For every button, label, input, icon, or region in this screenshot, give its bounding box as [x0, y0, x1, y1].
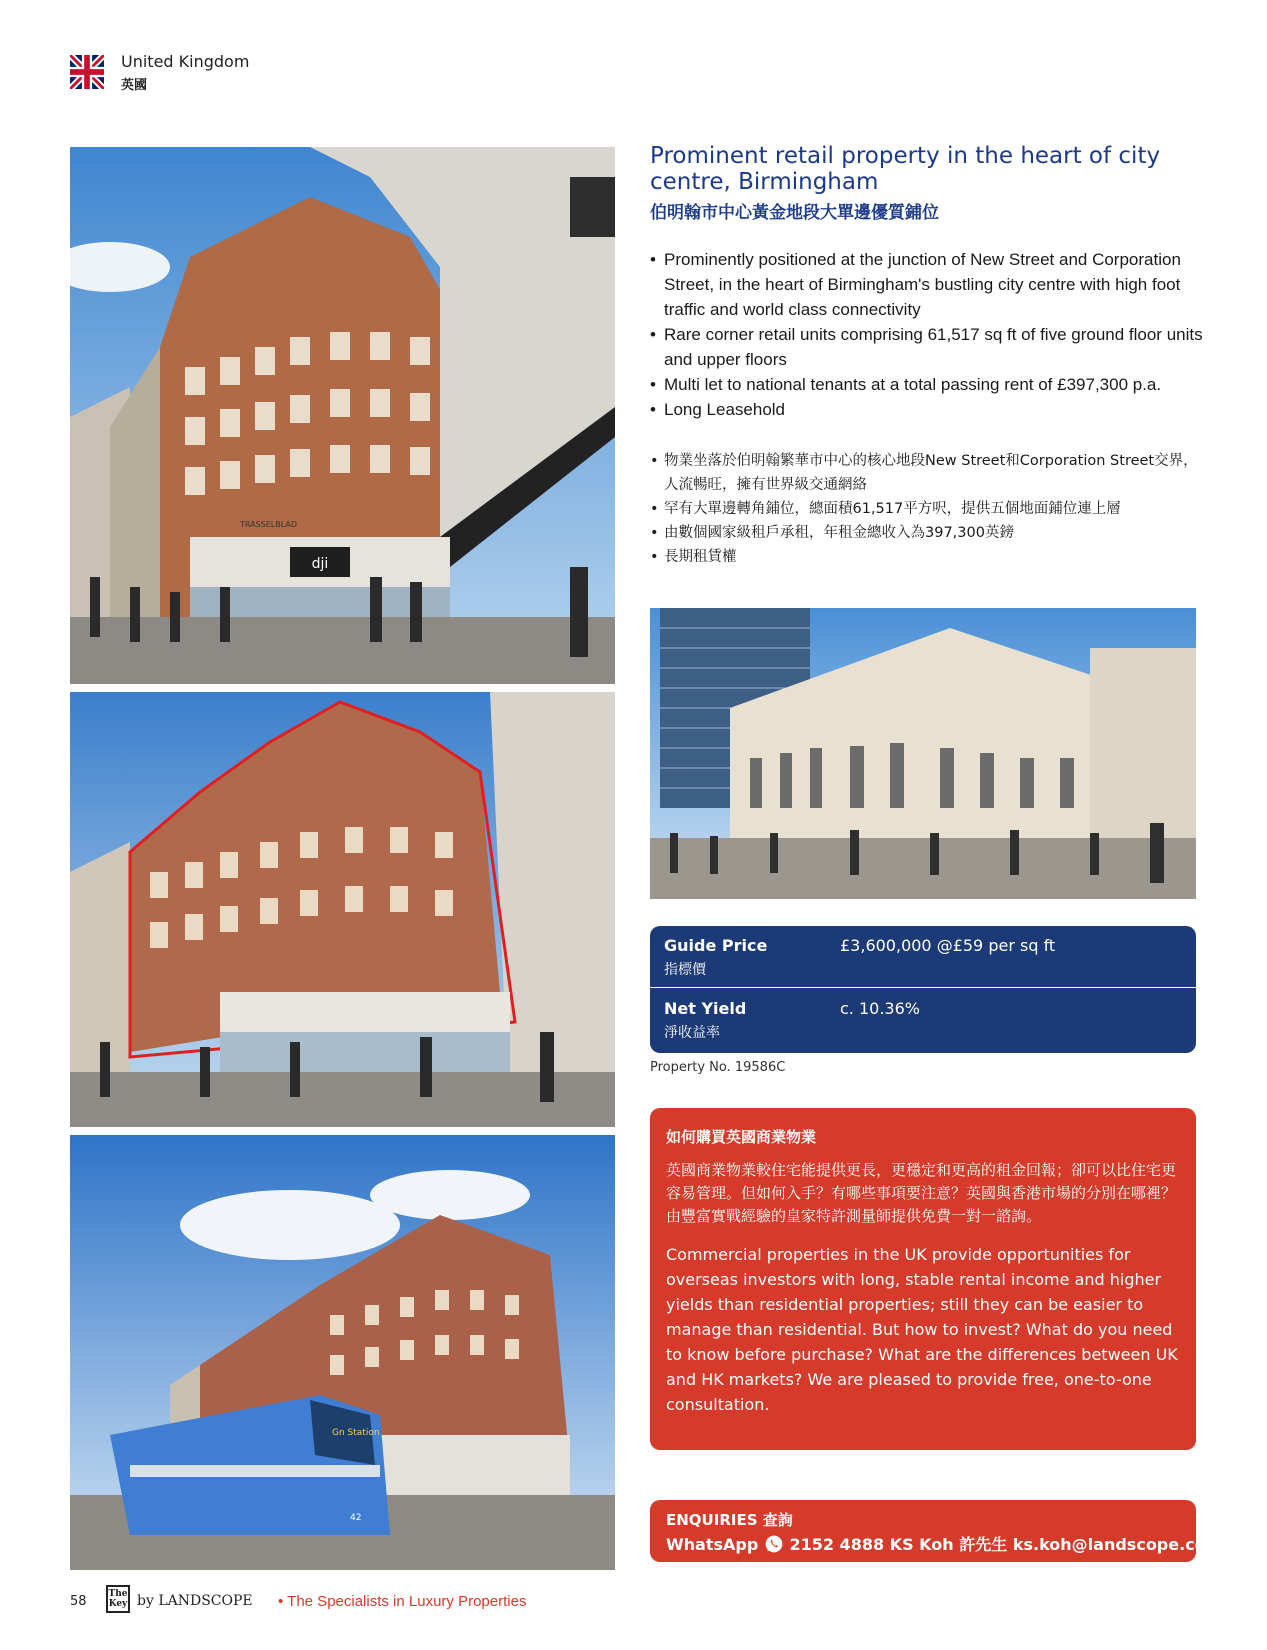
consultation-text-en: Commercial properties in the UK provide opportunities for overseas investors with long, stable rental income and higher yields than residential properties; still they can be easier to manage than residential. But how to invest? What do you need to know before purchase? What are the differences between UK and HK markets? We are pleased to provide free, one-to-one consultation.: [666, 1245, 1178, 1414]
tram-building-photo: [70, 1135, 615, 1570]
guide-price-row: [650, 926, 1196, 988]
enquiries-contact-en: KS Koh: [889, 1535, 954, 1554]
feature-item-zh: • 由數個國家級租戶承租，年租金總收入為397,300英鎊: [650, 521, 1210, 545]
whatsapp-label: WhatsApp: [666, 1535, 759, 1554]
the-key-logo-text: The Key: [108, 1589, 128, 1609]
guide-price-label-zh: 指標價: [664, 962, 706, 978]
consultation-box: [650, 1108, 1196, 1450]
the-key-logo: [106, 1585, 130, 1613]
guide-price-value: £3,600,000 @£59 per sq ft: [840, 936, 1056, 955]
listing-title-en: Prominent retail property in the heart of city centre, Birmingham: [650, 143, 1161, 195]
uk-flag-icon: [70, 55, 104, 89]
feature-list-en: [650, 247, 1210, 422]
consultation-heading: 如何購買英國商業物業: [666, 1128, 817, 1146]
photo-shop-sign-hasselblad: TRASSELBLAD: [240, 520, 298, 529]
feature-item: • Multi let to national tenants at a total passing rent of £397,300 p.a.: [650, 372, 1210, 397]
net-yield-value: c. 10.36%: [840, 999, 920, 1018]
price-box: [650, 926, 1196, 1053]
footer-tagline: [278, 1593, 526, 1610]
feature-item: • Long Leasehold: [650, 397, 1210, 422]
enquiries-contact-line: [666, 1532, 1223, 1555]
enquiries-box: [650, 1500, 1223, 1562]
feature-item-zh: • 罕有大單邊轉角鋪位，總面積61,517平方呎，提供五個地面鋪位連上層: [650, 497, 1210, 521]
feature-item: • Prominently positioned at the junction of New Street and Corporation Street, in the heart of Birmingham's bustling city centre with high foot traffic and world class connectivity: [650, 247, 1210, 322]
footer-tagline-text: The Specialists in Luxury Properties: [287, 1593, 527, 1610]
feature-list-zh: [650, 449, 1210, 569]
enquiries-contact-zh: 許先生: [959, 1535, 1008, 1554]
building-street-photo: [70, 147, 615, 684]
country-name-zh: 英國: [121, 78, 148, 93]
country-name-en: United Kingdom: [121, 52, 250, 71]
enquiries-label-zh: 查詢: [762, 1511, 793, 1529]
property-number: Property No. 19586C: [650, 1060, 786, 1075]
footer-separator: •: [278, 1593, 284, 1610]
building-outline-photo: [70, 692, 615, 1127]
feature-item-zh: • 物業坐落於伯明翰繁華市中心的核心地段New Street和Corporation Street交界，人流暢旺，擁有世界級交通網絡: [650, 449, 1210, 497]
net-yield-label-zh: 淨收益率: [664, 1025, 720, 1041]
classical-building-photo: [650, 608, 1196, 899]
photo-tram-number: 42: [350, 1513, 362, 1523]
listing-title-zh: 伯明翰市中心黃金地段大單邊優質鋪位: [650, 203, 939, 223]
page-number: 58: [70, 1594, 87, 1609]
enquiries-phone[interactable]: 2152 4888: [789, 1535, 885, 1554]
net-yield-row: [650, 989, 1196, 1051]
consultation-text-zh: 英國商業物業較住宅能提供更長，更穩定和更高的租金回報；卻可以比住宅更容易管理。但如何入手？有哪些事項要注意？英國與香港市場的分別在哪裡？由豐富實戰經驗的皇家特許測量師提供免費一對一諮詢。: [666, 1161, 1177, 1225]
feature-item-zh: • 長期租賃權: [650, 545, 1210, 569]
enquiries-email[interactable]: ks.koh@landscope.com: [1012, 1535, 1223, 1554]
photo-tram-destination: Gn Station: [332, 1428, 380, 1438]
brand-name: by LANDSCOPE: [137, 1593, 253, 1609]
net-yield-label: Net Yield: [664, 999, 747, 1018]
feature-item: • Rare corner retail units comprising 61,517 sq ft of five ground floor units and upper floors: [650, 322, 1210, 372]
photo-shop-sign-dji: dji: [311, 556, 329, 572]
enquiries-label-en: ENQUIRIES: [666, 1511, 758, 1529]
whatsapp-icon[interactable]: [764, 1534, 784, 1554]
enquiries-heading: [666, 1509, 1180, 1530]
guide-price-label: Guide Price: [664, 936, 768, 955]
